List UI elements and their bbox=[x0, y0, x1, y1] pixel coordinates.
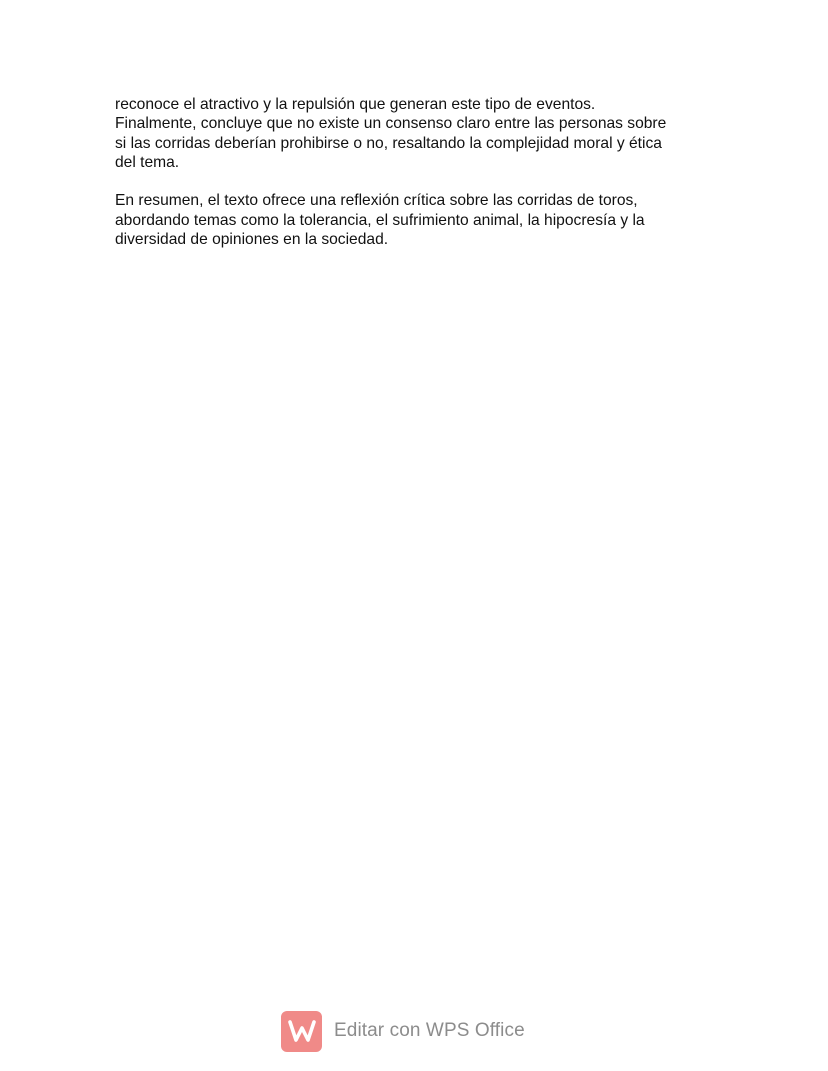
wps-office-logo-icon bbox=[281, 1011, 322, 1052]
text-line: del tema. bbox=[115, 153, 180, 171]
text-line: En resumen, el texto ofrece una reflexión crítica sobre las corridas de toros, bbox=[115, 192, 638, 210]
document-body bbox=[115, 95, 715, 249]
edit-with-wps-office-label: Editar con WPS Office bbox=[334, 1020, 525, 1041]
text-line: si las corridas deberían prohibirse o no, resaltando la complejidad moral y ética bbox=[115, 134, 662, 152]
text-line: Finalmente, concluye que no existe un consenso claro entre las personas sobre bbox=[115, 115, 667, 133]
edit-with-wps-office-button[interactable] bbox=[281, 1010, 525, 1052]
text-line: abordando temas como la tolerancia, el sufrimiento animal, la hipocresía y la bbox=[115, 211, 645, 229]
paragraph-summary bbox=[115, 191, 715, 249]
text-line: reconoce el atractivo y la repulsión que generan este tipo de eventos. bbox=[115, 96, 596, 113]
text-line: diversidad de opiniones en la sociedad. bbox=[115, 231, 389, 249]
paragraph-conclusion bbox=[115, 95, 715, 172]
